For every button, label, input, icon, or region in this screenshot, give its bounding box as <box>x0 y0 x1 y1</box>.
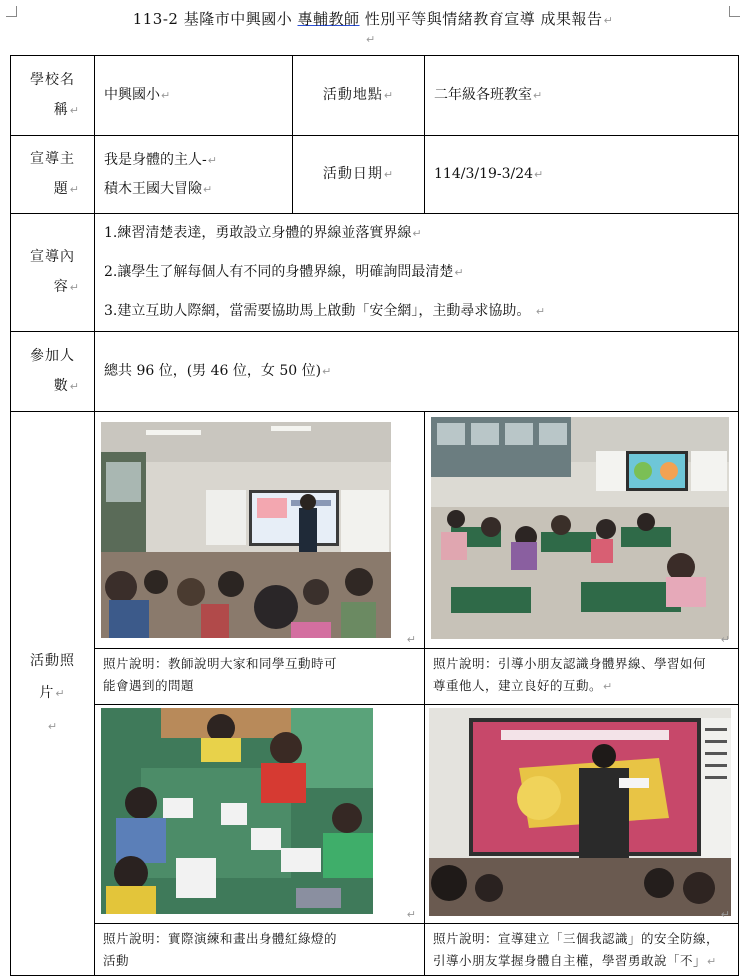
paragraph-mark: ↵ <box>406 908 416 921</box>
content-label-line2: 容 <box>53 279 69 295</box>
photo-caption-1 <box>95 649 425 705</box>
classroom-photo-teacher <box>101 422 391 638</box>
photo-cell-3 <box>95 705 425 924</box>
caption-line: 引導小朋友掌握身體自主權，學習勇敢說「不」 <box>433 953 707 968</box>
photo-cell-4 <box>425 705 739 924</box>
title-suffix: 性別平等與情緒教育宣導 成果報告 <box>359 10 603 28</box>
title-underlined: 專輔教師 <box>297 10 360 28</box>
paragraph-mark: ↵ <box>383 89 395 102</box>
paragraph-mark: ↵ <box>533 89 543 102</box>
theme-row <box>11 136 739 214</box>
paragraph-mark: ↵ <box>55 686 66 700</box>
school-value: 中興國小↵ <box>95 56 293 136</box>
attendance-label-line1: 參加人 <box>30 348 75 364</box>
caption-line: 活動 <box>103 953 130 968</box>
content-label-line1: 宣導內 <box>30 249 75 265</box>
content-row <box>11 214 739 332</box>
paragraph-mark: ↵ <box>322 365 332 378</box>
photo-caption-4 <box>425 924 739 976</box>
photo-row-top <box>11 412 739 649</box>
attendance-label-line2: 數 <box>53 378 69 394</box>
photo-caption-3 <box>95 924 425 976</box>
photos-label-line2: 片 <box>39 684 55 701</box>
school-label <box>11 56 95 136</box>
paragraph-mark: ↵ <box>383 168 395 181</box>
paragraph-mark: ↵ <box>707 955 717 968</box>
attendance-label <box>11 332 95 412</box>
paragraph-mark: ↵ <box>69 281 80 294</box>
venue-value: 二年級各班教室↵ <box>425 56 739 136</box>
report-table <box>10 55 739 976</box>
caption-line: 照片說明：實際演練和畫出身體紅綠燈的 <box>103 931 338 946</box>
theme-label <box>11 136 95 214</box>
photos-label <box>11 412 95 976</box>
theme-value-line2: 積木王國大冒險 <box>104 180 202 197</box>
paragraph-mark: ↵ <box>69 104 80 117</box>
title-prefix: 113-2 基隆市中興國小 <box>132 10 298 28</box>
school-row <box>11 56 739 136</box>
content-value <box>95 214 739 332</box>
report-title <box>0 8 746 29</box>
photo-cell-1 <box>95 412 425 649</box>
theme-value <box>95 136 293 214</box>
photos-label-line1: 活動照 <box>30 652 75 669</box>
theme-label-line2: 題 <box>53 181 69 197</box>
paragraph-mark: ↵ <box>161 89 171 102</box>
paragraph-mark: ↵ <box>603 14 614 27</box>
caption-line: 照片說明：教師說明大家和同學互動時可 <box>103 656 338 671</box>
attendance-row <box>11 332 739 412</box>
date-value: 114/3/19-3/24↵ <box>425 136 739 214</box>
paragraph-mark: ↵ <box>203 182 213 196</box>
photo-caption-2 <box>425 649 739 705</box>
content-item: 1.練習清楚表達，勇敢設立身體的界線並落實界線↵ <box>104 225 422 241</box>
paragraph-mark: ↵ <box>454 266 464 279</box>
school-label-line1: 學校名 <box>30 72 75 88</box>
caption-line: 尊重他人，建立良好的互動。 <box>433 678 603 693</box>
theme-value-line1: 我是身體的主人- <box>104 151 207 168</box>
paragraph-mark: ↵ <box>535 305 546 318</box>
paragraph-mark: ↵ <box>366 33 376 46</box>
paragraph-mark: ↵ <box>412 227 422 240</box>
paragraph-mark: ↵ <box>406 633 416 646</box>
content-item: 3.建立互助人際網，當需要協助馬上啟動「安全網」，主動尋求協助。 ↵ <box>104 303 546 319</box>
paragraph-mark: ↵ <box>207 153 217 167</box>
paragraph-mark: ↵ <box>47 719 59 733</box>
teacher-presenting-photo <box>429 708 731 916</box>
caption-row-bottom <box>11 924 739 976</box>
paragraph-mark: ↵ <box>69 183 80 196</box>
photo-cell-2 <box>425 412 739 649</box>
caption-line: 照片說明：宣導建立「三個我認識」的安全防線， <box>433 931 720 946</box>
paragraph-mark: ↵ <box>534 168 544 181</box>
venue-label: 活動地點↵ <box>293 56 425 136</box>
classroom-photo-students <box>431 417 729 639</box>
paragraph-mark: ↵ <box>720 633 730 646</box>
paragraph-mark: ↵ <box>69 380 80 393</box>
caption-line: 能會遇到的問題 <box>103 678 195 693</box>
school-label-line2: 稱 <box>53 102 69 118</box>
date-label: 活動日期↵ <box>293 136 425 214</box>
caption-row-top <box>11 649 739 705</box>
paragraph-mark: ↵ <box>720 908 730 921</box>
attendance-value: 總共 96 位，(男 46 位，女 50 位)↵ <box>95 332 739 412</box>
students-drawing-photo <box>101 708 373 914</box>
paragraph-mark: ↵ <box>603 680 613 693</box>
caption-line: 照片說明：引導小朋友認識身體界線、學習如何 <box>433 656 707 671</box>
content-label <box>11 214 95 332</box>
theme-label-line1: 宣導主 <box>30 151 75 167</box>
content-item: 2.讓學生了解每個人有不同的身體界線，明確詢問最清楚↵ <box>104 264 464 280</box>
photo-row-bottom <box>11 705 739 924</box>
